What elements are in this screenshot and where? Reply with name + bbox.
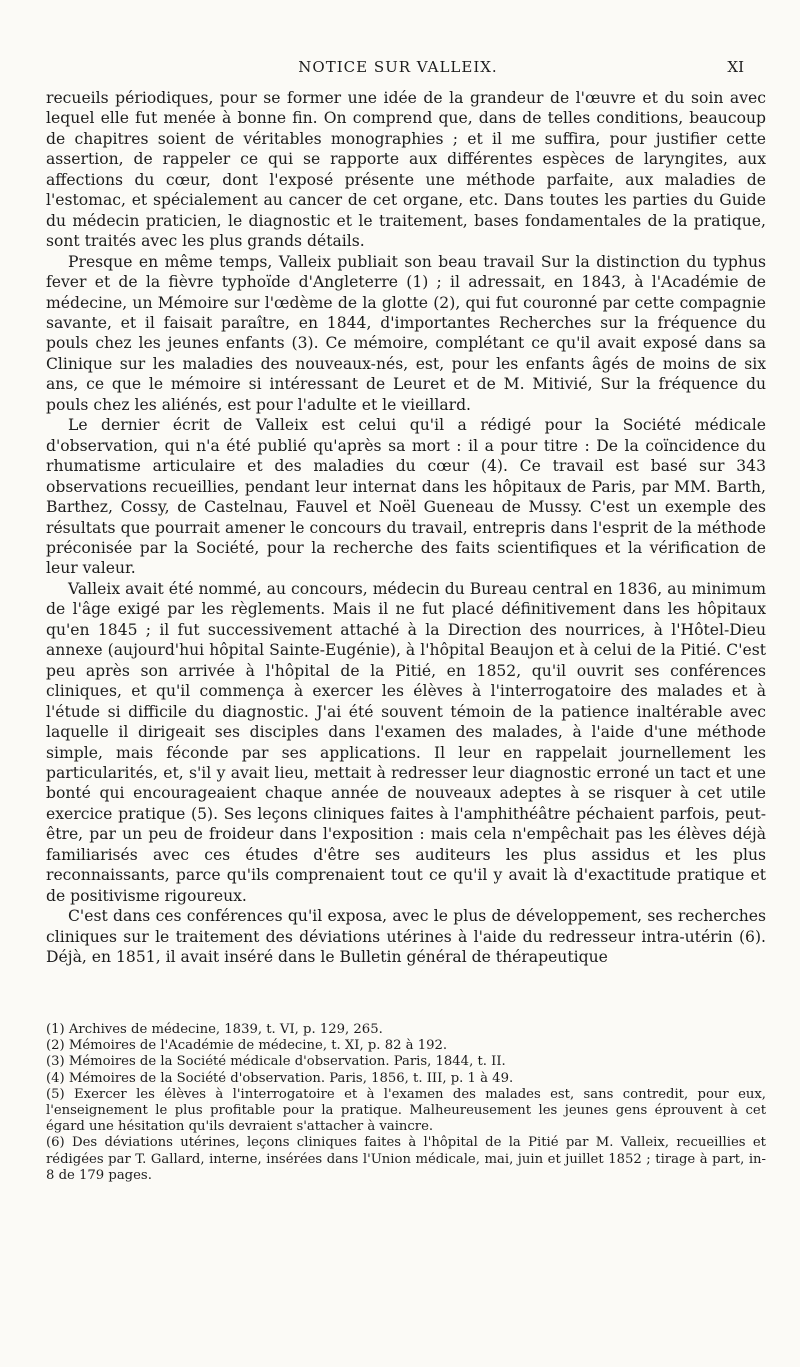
- paragraph: C'est dans ces conférences qu'il exposa, avec le plus de développement, ses recherches cliniques sur le traitement des déviations utérines à l'aide du redresseur intra-utérin (6). Déjà, en 1851, il avait inséré dans le Bulletin général de thérapeutique: [46, 907, 766, 967]
- footnote: (4) Mémoires de la Société d'observation. Paris, 1856, t. III, p. 1 à 49.: [46, 1070, 514, 1086]
- footnotes: [46, 1022, 766, 1184]
- page-number: XI: [727, 58, 744, 76]
- paragraph: recueils périodiques, pour se former une idée de la grandeur de l'œuvre et du soin avec lequel elle fut menée à bonne fin. On comprend que, dans de telles conditions, beaucoup de chapitres soient de véritables monographies ; et il me suffira, pour justifier cette assertion, de rappeler ce qui se rapporte aux différentes espèces de laryngites, aux affections du cœur, dont l'exposé présente une méthode parfaite, aux maladies de l'estomac, et spécialement au cancer de cet organe, etc. Dans toutes les parties du Guide du médecin praticien, le diagnostic et le traitement, bases fondamentales de la pratique, sont traités avec les plus grands détails.: [46, 89, 766, 251]
- footnote: (6) Des déviations utérines, leçons cliniques faites à l'hôpital de la Pitié par M. Valleix, recueillies et rédigées par T. Gallard, interne, insérées dans l'Union médicale, mai, juin et juillet 1852 ; tirage à part, in-8 de 179 pages.: [46, 1135, 766, 1183]
- body-text: [46, 88, 766, 967]
- paragraph: Valleix avait été nommé, au concours, médecin du Bureau central en 1836, au minimum de l'âge exigé par les règlements. Mais il ne fut placé définitivement dans les hôpitaux qu'en 1845 ; il fut successivement attaché à la Direction des nourrices, à l'Hôtel-Dieu annexe (aujourd'hui hôpital Sainte-Eugénie), à l'hôpital Beaujon et à celui de la Pitié. C'est peu après son arrivée à l'hôpital de la Pitié, en 1852, qu'il ouvrit ses conférences cliniques, et qu'il commença à exercer les élèves à l'interrogatoire des malades et à l'étude si difficile du diagnostic. J'ai été souvent témoin de la patience inaltérable avec laquelle il dirigeait ses disciples dans l'examen des malades, à l'aide d'une méthode simple, mais féconde par ses applications. Il leur en rappelait journellement les particularités, et, s'il y avait lieu, mettait à redresser leur diagnostic erroné un tact et une bonté qui encourageaient chaque année de nouveaux adeptes à se risquer à cet utile exercice pratique (5). Ses leçons cliniques faites à l'amphithéâtre péchaient parfois, peut-être, par un peu de froideur dans l'exposition : mais cela n'empêchait pas les élèves déjà familiarisés avec ces études d'être ses auditeurs les plus assidus et les plus reconnaissants, parce qu'ils comprenaient tout ce qu'il y avait là d'exactitude pratique et de positivisme rigoureux.: [46, 579, 766, 905]
- paragraph: Le dernier écrit de Valleix est celui qu'il a rédigé pour la Société médicale d'observation, qui n'a été publié qu'après sa mort : il a pour titre : De la coïncidence du rhumatisme articulaire et des maladies du cœur (4). Ce travail est basé sur 343 observations recueillies, pendant leur internat dans les hôpitaux de Paris, par MM. Barth, Barthez, Cossy, de Castelnau, Fauvel et Noël Gueneau de Mussy. C'est un exemple des résultats que pourrait amener le concours du travail, entrepris dans l'esprit de la méthode préconisée par la Société, pour la recherche des faits scientifiques et la vérification de leur valeur.: [46, 416, 766, 578]
- running-title: NOTICE SUR VALLEIX.: [298, 58, 498, 76]
- paragraph: Presque en même temps, Valleix publiait son beau travail Sur la distinction du typhus fever et de la fièvre typhoïde d'Angleterre (1) ; il adressait, en 1843, à l'Académie de médecine, un Mémoire sur l'œdème de la glotte (2), qui fut couronné par cette compagnie savante, et il faisait paraître, en 1844, d'importantes Recherches sur la fréquence du pouls chez les jeunes enfants (3). Ce mémoire, complétant ce qu'il avait exposé dans sa Clinique sur les maladies des nouveaux-nés, est, pour les enfants âgés de moins de six ans, ce que le mémoire si intéressant de Leuret et de M. Mitivié, Sur la fréquence du pouls chez les aliénés, est pour l'adulte et le vieillard.: [46, 252, 766, 414]
- footnote: (5) Exercer les élèves à l'interrogatoire et à l'examen des malades est, sans contredit, pour eux, l'enseignement le plus profitable pour la pratique. Malheureusement les jeunes gens éprouvent à cet égard une hésitation qu'ils devraient s'attacher à vaincre.: [46, 1086, 766, 1135]
- footnote: (2) Mémoires de l'Académie de médecine, t. XI, p. 82 à 192.: [46, 1038, 448, 1054]
- running-head: [52, 58, 744, 78]
- footnote: (1) Archives de médecine, 1839, t. VI, p. 129, 265.: [46, 1022, 383, 1037]
- footnote: (3) Mémoires de la Société médicale d'observation. Paris, 1844, t. II.: [46, 1054, 506, 1070]
